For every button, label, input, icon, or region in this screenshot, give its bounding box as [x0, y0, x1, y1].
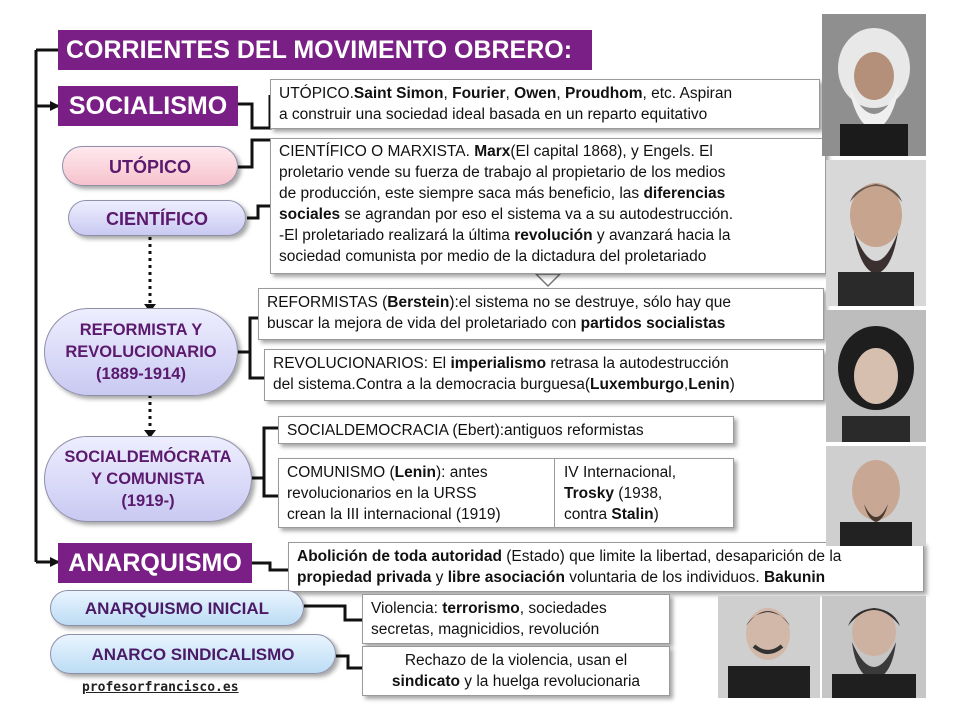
anarquismo-label: ANARQUISMO [58, 543, 252, 583]
revolucionarios-box [264, 349, 824, 401]
anarco-sindicalismo-line-1: Rechazo de la violencia, usan el [404, 652, 628, 669]
socialdemocrata-pill-line-2: Y COMUNISTA [91, 470, 205, 488]
socialdemocrata-pill-line-3: (1919-) [121, 492, 175, 510]
anarquismo-line-1: Abolición de toda autoridad (Estado) que limite la libertad, desaparición de la [297, 548, 842, 565]
reformista-revolucionario-pill [44, 308, 238, 396]
reformista-pill-line-2: REVOLUCIONARIO [65, 343, 217, 361]
anarco-sindicalismo-pill: ANARCO SINDICALISMO [50, 634, 336, 674]
anarquismo-inicial-box [362, 594, 670, 644]
comunismo-box [278, 458, 734, 528]
portrait-photo-5 [718, 596, 820, 698]
anarquismo-description-box [288, 542, 924, 592]
cientifico-line-6: sociedad comunista por medio de la dictadura del proletariado [279, 248, 707, 265]
page-title: CORRIENTES DEL MOVIMENTO OBRERO: [58, 30, 592, 70]
internacional-line-3: contra Stalin) [564, 506, 659, 523]
portrait-photo-3 [826, 310, 926, 442]
cientifico-line-1: CIENTÍFICO O MARXISTA. Marx(El capital 1868), y Engels. El [279, 143, 713, 160]
utopico-line-2: a construir una sociedad ideal basada en un reparto equitativo [279, 106, 708, 123]
internacional-line-2: Trosky (1938, [564, 485, 663, 502]
reformistas-box [258, 288, 824, 340]
socialdemocrata-comunista-pill [44, 436, 252, 522]
portrait-photo-2 [826, 160, 926, 306]
cientifico-line-4: sociales se agrandan por eso el sistema va a su autodestrucción. [279, 206, 734, 223]
utopico-line-1: UTÓPICO.Saint Simon, Fourier, Owen, Proudhom, etc. Aspiran [279, 85, 733, 102]
reformistas-line-1: REFORMISTAS (Berstein):el sistema no se destruye, sólo hay que [267, 294, 732, 311]
anarquismo-inicial-line-1: Violencia: terrorismo, sociedades [371, 600, 607, 617]
socialdemocrata-pill-line-1: SOCIALDEMÓCRATA [64, 448, 232, 466]
anarquismo-line-2: propiedad privada y libre asociación voluntaria de los individuos. Bakunin [297, 569, 826, 586]
reformista-pill-line-3: (1889-1914) [96, 365, 186, 383]
portrait-photo-6 [822, 596, 926, 698]
comunismo-line-1: COMUNISMO (Lenin): antes [287, 464, 488, 481]
cientifico-description-box [270, 138, 826, 274]
socialismo-label: SOCIALISMO [58, 86, 238, 126]
anarquismo-inicial-line-2: secretas, magnicidios, revolución [371, 621, 600, 638]
revolucionarios-line-2: del sistema.Contra a la democracia burguesa(Luxemburgo,Lenin) [273, 376, 735, 393]
anarco-sindicalismo-box [362, 646, 670, 696]
cientifico-pill: CIENTÍFICO [68, 200, 246, 236]
anarquismo-inicial-pill: ANARQUISMO INICIAL [50, 590, 304, 626]
reformista-pill-line-1: REFORMISTA Y [79, 321, 203, 339]
revolucionarios-line-1: REVOLUCIONARIOS: El imperialismo retrasa la autodestrucción [273, 355, 729, 372]
portrait-photo-1 [822, 14, 926, 156]
cientifico-line-2: proletario vende su fuerza de trabajo al propietario de los medios [279, 164, 726, 181]
internacional-line-1: IV Internacional, [564, 464, 677, 481]
watermark-link[interactable]: profesorfrancisco.es [82, 680, 239, 695]
utopico-pill: UTÓPICO [62, 146, 238, 186]
internacional-section [556, 459, 734, 527]
cientifico-line-3: de producción, este siempre saca más beneficio, las diferencias [279, 185, 726, 202]
comunismo-line-2: revolucionarios en la URSS [287, 485, 477, 502]
portrait-photo-4 [826, 446, 926, 546]
comunismo-section [279, 459, 555, 527]
reformistas-line-2: buscar la mejora de vida del proletariado con partidos socialistas [267, 315, 726, 332]
anarco-sindicalismo-line-2: sindicato y la huelga revolucionaria [391, 673, 641, 690]
utopico-description-box [270, 79, 820, 129]
comunismo-line-3: crean la III internacional (1919) [287, 506, 501, 523]
socialdemocracia-box: SOCIALDEMOCRACIA (Ebert):antiguos reformistas [278, 416, 734, 444]
cientifico-line-5: -El proletariado realizará la última revolución y avanzará hacia la [279, 227, 731, 244]
